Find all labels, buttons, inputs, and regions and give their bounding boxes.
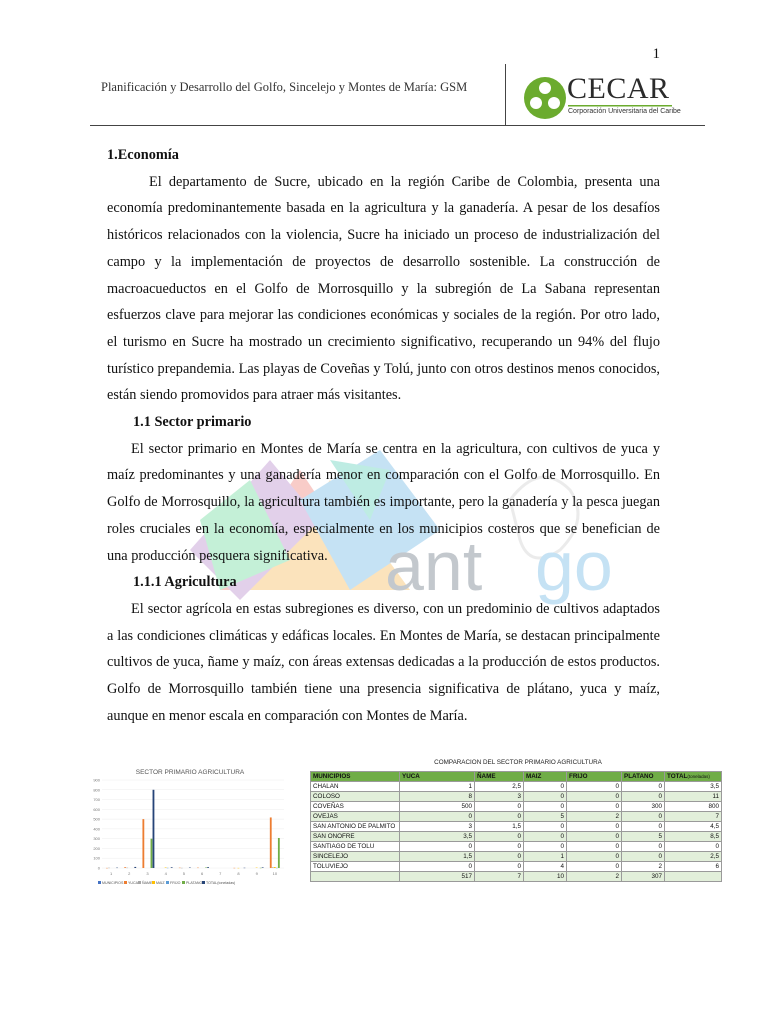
y-tick-label: 0 — [97, 865, 100, 871]
logo-text: CECAR — [567, 72, 670, 105]
municipality-cell: COVEÑAS — [311, 802, 400, 812]
bar — [272, 867, 274, 868]
value-cell: 0 — [475, 812, 524, 822]
table-title: COMPARACION DEL SECTOR PRIMARIO AGRICULTURA — [434, 759, 602, 766]
table-row — [311, 832, 722, 842]
y-tick-label: 200 — [93, 845, 100, 851]
value-cell: 0 — [524, 792, 567, 802]
value-cell: 2,5 — [665, 852, 722, 862]
legend-label: MUNICIPIOS — [102, 881, 124, 885]
paragraph-economia: El departamento de Sucre, ubicado en la región Caribe de Colombia, presenta una economía predominantemente basada en la agricultura y la ganadería. A pesar de los desafíos históricos relacionados con la violencia, Sucre ha iniciado un proceso de industrialización del campo y la implementación de proyectos de desarrollo sostenible. La construcción de macroacueductos en el Golfo de Morrosquillo y la subregión de La Sabana representan esfuerzos clave para mejorar las condiciones económicas y sociales de la región. Por otro lado, el turismo en Sucre ha mostrado un crecimiento significativo, recuperando un 94% del flujo turístico prepandemia. Las playas de Coveñas y Tolú, junto con otros destinos menos conocidos, están siendo promovidos para atraer más visitantes. — [107, 173, 660, 404]
header-divider-vertical — [505, 64, 506, 126]
value-cell: 8,5 — [665, 832, 722, 842]
municipality-cell: SANTIAGO DE TOLU — [311, 842, 400, 852]
value-cell — [665, 872, 722, 882]
value-cell: 3,5 — [400, 832, 475, 842]
municipality-cell — [311, 872, 400, 882]
col-header: ÑAME — [475, 772, 524, 782]
bar — [262, 867, 264, 868]
legend-swatch — [138, 881, 141, 884]
value-cell: 2 — [622, 862, 665, 872]
table-row — [311, 792, 722, 802]
value-cell: 500 — [400, 802, 475, 812]
bar — [270, 817, 272, 868]
x-tick-label: 10 — [272, 871, 278, 876]
value-cell: 4,5 — [665, 822, 722, 832]
value-cell: 0 — [567, 822, 622, 832]
value-cell: 0 — [524, 822, 567, 832]
value-cell: 0 — [622, 822, 665, 832]
value-cell: 0 — [567, 792, 622, 802]
table-row — [311, 802, 722, 812]
bar — [124, 867, 126, 868]
comparison-table — [310, 771, 722, 882]
value-cell: 0 — [400, 812, 475, 822]
x-tick-label: 4 — [164, 871, 167, 876]
legend-label: ÑAME — [142, 881, 153, 885]
value-cell: 0 — [524, 832, 567, 842]
value-cell: 1 — [524, 852, 567, 862]
value-cell: 300 — [622, 802, 665, 812]
bar — [151, 839, 153, 868]
table-body — [311, 782, 722, 882]
legend-swatch — [166, 881, 169, 884]
heading-sector-primario: 1.1 Sector primario — [133, 414, 252, 431]
col-header: MUNICIPIOS — [311, 772, 400, 782]
value-cell: 1 — [400, 782, 475, 792]
value-cell: 800 — [665, 802, 722, 812]
paragraph-sector-primario: El sector primario en Montes de María se centra en la agricultura, con cultivos de yuca y maíz predominantes y una ganadería menor en comparación con el Golfo de Morrosquillo. En Golfo de Morrosquillo, la agricultura también es importante, pero la ganadería y la pesca juegan roles cruciales en la economía, especialmente en los municipios costeros que se benefician de una producción pesquera significativa. — [107, 440, 660, 564]
x-tick-label: 5 — [182, 871, 186, 876]
value-cell: 0 — [400, 842, 475, 852]
y-tick-label: 700 — [93, 797, 100, 803]
col-header: FRIJO — [567, 772, 622, 782]
x-tick-label: 8 — [237, 871, 240, 876]
x-tick-label: 2 — [128, 871, 131, 876]
watermark-text-right: go — [535, 527, 613, 605]
municipality-cell: SAN ANTONIO DE PALMITO — [311, 822, 400, 832]
value-cell: 8 — [400, 792, 475, 802]
legend-swatch — [182, 881, 185, 884]
municipality-cell: CHALAN — [311, 782, 400, 792]
municipality-cell: SAN ONOFRE — [311, 832, 400, 842]
main-content — [107, 142, 660, 729]
y-tick-label: 900 — [93, 777, 100, 783]
bar — [278, 838, 280, 868]
agriculture-bar-chart — [88, 764, 292, 894]
value-cell: 0 — [622, 852, 665, 862]
value-cell: 3,5 — [665, 782, 722, 792]
value-cell: 6 — [665, 862, 722, 872]
value-cell: 2,5 — [475, 782, 524, 792]
paragraph-agricultura: El sector agrícola en estas subregiones es diverso, con un predominio de cultivos adaptados a las condiciones climáticas y edáficas locales. En Montes de María, se destacan principalmente cultivos de yuca, ñame y maíz, con áreas extensas dedicadas a la producción de estos productos. Golfo de Morrosquillo también tiene una presencia significativa de plátano, yuca y maíz, aunque en menor escala en comparación con Montes de María. — [107, 600, 660, 724]
value-cell: 0 — [567, 842, 622, 852]
x-tick-label: 7 — [219, 871, 222, 876]
legend-label: TOTAL(toneladas) — [206, 881, 236, 885]
chart-title: SECTOR PRIMARIO AGRICULTURA — [135, 769, 245, 776]
value-cell: 0 — [567, 852, 622, 862]
y-tick-label: 400 — [93, 826, 100, 832]
value-cell: 0 — [475, 862, 524, 872]
value-cell: 0 — [622, 842, 665, 852]
page-number: 1 — [652, 46, 660, 62]
value-cell: 0 — [475, 842, 524, 852]
col-header-total-label: TOTAL — [667, 773, 688, 780]
municipality-cell: SINCELEJO — [311, 852, 400, 862]
value-cell: 0 — [524, 782, 567, 792]
col-header: YUCA — [400, 772, 475, 782]
table-row — [311, 862, 722, 872]
legend-label: YUCA — [128, 881, 138, 885]
cecar-logo — [522, 72, 681, 122]
bar — [171, 867, 173, 868]
value-cell: 0 — [567, 782, 622, 792]
value-cell: 0 — [524, 802, 567, 812]
value-cell: 0 — [567, 832, 622, 842]
x-tick-label: 9 — [255, 871, 258, 876]
value-cell: 0 — [622, 782, 665, 792]
value-cell: 307 — [622, 872, 665, 882]
value-cell: 3 — [400, 822, 475, 832]
legend-swatch — [124, 881, 127, 884]
table-header-row — [311, 772, 722, 782]
bar — [207, 867, 209, 868]
value-cell: 7 — [475, 872, 524, 882]
y-tick-label: 500 — [93, 816, 100, 822]
value-cell: 0 — [475, 802, 524, 812]
legend-swatch — [152, 881, 155, 884]
value-cell: 1,5 — [400, 852, 475, 862]
heading-agricultura: 1.1.1 Agricultura — [133, 574, 237, 591]
value-cell: 0 — [400, 862, 475, 872]
y-tick-label: 100 — [93, 855, 100, 861]
value-cell: 7 — [665, 812, 722, 822]
legend-label: PLATANO — [186, 881, 203, 885]
logo-subtitle: Corporación Universitaria del Caribe — [568, 108, 681, 115]
table-row — [311, 822, 722, 832]
legend-label: FRIJO — [170, 881, 181, 885]
value-cell: 0 — [622, 812, 665, 822]
col-header: PLATANO — [622, 772, 665, 782]
value-cell: 517 — [400, 872, 475, 882]
value-cell: 10 — [524, 872, 567, 882]
col-header-total-unit: (toneladas) — [687, 774, 710, 779]
heading-economia: 1.Economía — [107, 147, 179, 163]
value-cell: 4 — [524, 862, 567, 872]
col-header: MAIZ — [524, 772, 567, 782]
bar — [134, 867, 136, 868]
y-tick-label: 800 — [93, 787, 100, 793]
bar — [142, 819, 144, 868]
value-cell: 0 — [567, 862, 622, 872]
running-title: Planificación y Desarrollo del Golfo, Sincelejo y Montes de María: GSM — [101, 80, 468, 94]
value-cell: 11 — [665, 792, 722, 802]
value-cell: 0 — [622, 792, 665, 802]
value-cell: 0 — [665, 842, 722, 852]
value-cell: 0 — [475, 832, 524, 842]
col-header-total — [665, 772, 722, 782]
bar — [274, 867, 276, 868]
legend-swatch — [98, 881, 101, 884]
value-cell: 3 — [475, 792, 524, 802]
cecar-emblem-icon — [522, 75, 568, 121]
table-total-row — [311, 872, 722, 882]
bar — [153, 790, 155, 868]
chart-plot — [88, 764, 292, 894]
value-cell: 0 — [524, 842, 567, 852]
x-tick-label: 3 — [146, 871, 149, 876]
table-row — [311, 852, 722, 862]
x-tick-label: 1 — [109, 871, 113, 876]
header-divider-horizontal — [90, 125, 705, 126]
value-cell: 1,5 — [475, 822, 524, 832]
legend-label: MAIZ — [156, 881, 165, 885]
value-cell: 0 — [567, 802, 622, 812]
value-cell: 2 — [567, 872, 622, 882]
value-cell: 5 — [524, 812, 567, 822]
y-tick-label: 600 — [93, 806, 100, 812]
municipality-cell: COLOSO — [311, 792, 400, 802]
table-row — [311, 812, 722, 822]
legend-swatch — [202, 881, 205, 884]
value-cell: 0 — [475, 852, 524, 862]
municipality-cell: TOLUVIEJO — [311, 862, 400, 872]
table-row — [311, 782, 722, 792]
value-cell: 5 — [622, 832, 665, 842]
y-tick-label: 300 — [93, 836, 100, 842]
x-tick-label: 6 — [200, 871, 204, 876]
watermark-text-left: ant — [385, 527, 483, 605]
value-cell: 2 — [567, 812, 622, 822]
municipality-cell: OVEJAS — [311, 812, 400, 822]
table-row — [311, 842, 722, 852]
